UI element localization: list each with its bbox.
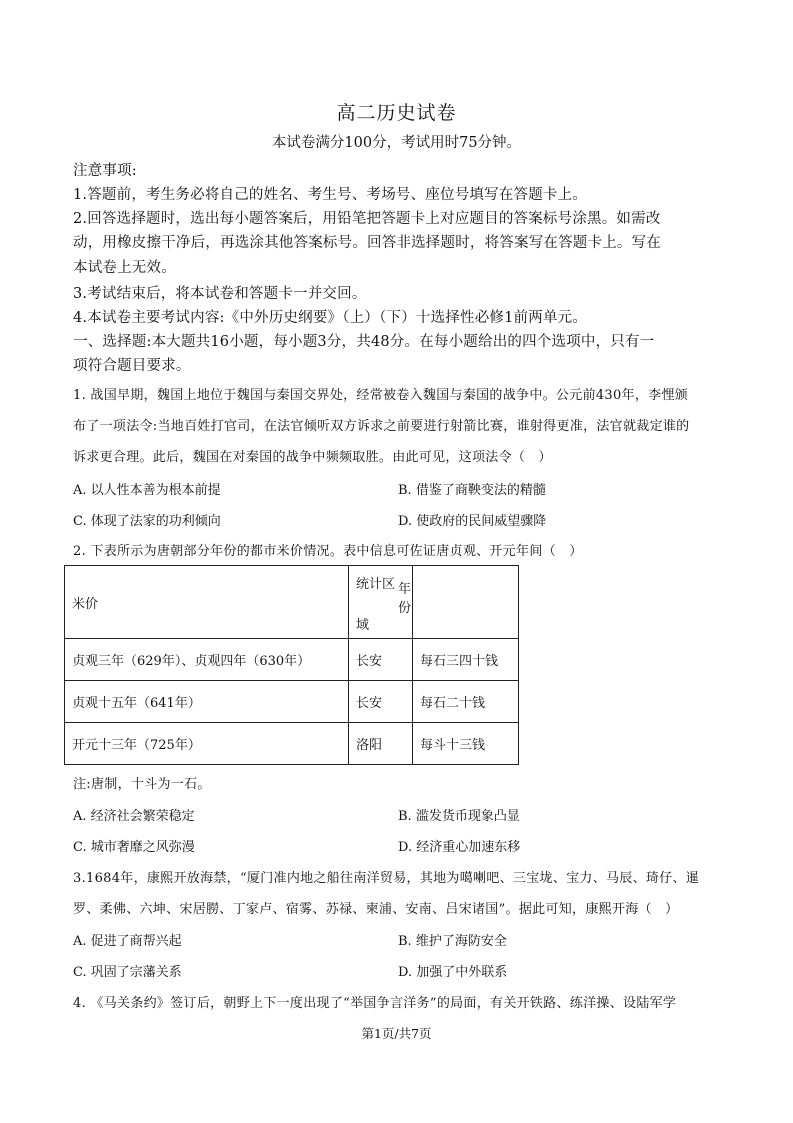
- header-year: 年份: [398, 582, 412, 616]
- exam-subtitle: 本试卷满分100分，考试用时75分钟。: [271, 135, 522, 151]
- header-rice-price: [65, 566, 349, 639]
- row-1-region: 长安: [349, 639, 413, 681]
- header-rice-price-label: 米价: [72, 596, 99, 612]
- question-3-line-1: 3.1684年，康熙开放海禁，“厦门准内地之船往南洋贸易，其地为噶喇吧、三宝垅、宝力、马辰、琦仔、暹: [73, 871, 700, 886]
- row-3-price: 每斗十三钱: [413, 723, 519, 765]
- question-1-line-2: 布了一项法令:当地百姓打官司，在法官倾听双方诉求之前要进行射箭比赛，谁射得更准，法官就裁定谁的: [73, 419, 690, 434]
- row-3-region: 洛阳: [349, 723, 413, 765]
- table-row: [65, 681, 519, 723]
- notice-item-2-line-2: 动，用橡皮擦干净后，再选涂其他答案标号。回答非选择题时，将答案写在答题卡上。写在: [73, 235, 661, 251]
- rice-price-table: [64, 565, 519, 765]
- notice-item-1: 1.答题前，考生务必将自己的姓名、考生号、考场号、座位号填写在答题卡上。: [73, 187, 588, 203]
- row-2-price: 每石二十钱: [413, 681, 519, 723]
- section-heading-line-2: 项符合题目要求。: [73, 358, 191, 374]
- question-1-line-1: 1. 战国早期，魏国上地位于魏国与秦国交界处，经常被卷入魏国与秦国的战争中。公元前430年，李悝颁: [73, 388, 689, 403]
- page-title: 高二历史试卷: [336, 102, 457, 124]
- header-region-line-1: 统计区: [356, 577, 396, 592]
- header-region: [349, 566, 413, 639]
- question-3-option-a: A. 促进了商帮兴起: [73, 934, 182, 949]
- question-1-line-3: 诉求更合理。此后，魏国在对秦国的战争中频频取胜。由此可见，这项法令（ ）: [73, 450, 552, 465]
- notice-heading: 注意事项:: [73, 163, 137, 179]
- question-3-line-2: 罗、柔佛、六坤、宋居朥、丁家卢、宿雾、苏禄、柬浦、安南、吕宋诸国”。据此可知，康熙开海（ ）: [73, 902, 679, 917]
- header-region-line-2: 域: [356, 618, 370, 633]
- question-4-line-1: 4. 《马关条约》签订后，朝野上下一度出现了“举国争言洋务”的局面，有关开铁路、练洋操、设陆军学: [73, 996, 677, 1011]
- question-2-option-d: D. 经济重心加速东移: [398, 840, 521, 855]
- row-1-period: 贞观三年（629年）、贞观四年（630年）: [65, 639, 349, 681]
- notice-item-4: 4.本试卷主要考试内容:《中外历史纲要》（上）（下）十选择性必修1前两单元。: [73, 310, 588, 326]
- table-header-row: [65, 566, 519, 639]
- question-1-option-c: C. 体现了法家的功利倾向: [73, 514, 221, 529]
- table-row: [65, 639, 519, 681]
- row-1-price: 每石三四十钱: [413, 639, 519, 681]
- notice-item-2-line-1: 2.回答选择题时，选出每小题答案后，用铅笔把答题卡上对应题目的答案标号涂黑。如需改: [73, 211, 661, 227]
- question-2-option-c: C. 城市奢靡之风弥漫: [73, 840, 195, 855]
- row-2-region: 长安: [349, 681, 413, 723]
- question-2-note: 注:唐制，十斗为一石。: [73, 777, 211, 792]
- question-3-option-d: D. 加强了中外联系: [398, 965, 508, 980]
- header-blank-cell: [413, 566, 519, 639]
- notice-item-2-line-3: 本试卷上无效。: [73, 260, 176, 276]
- page-number: 第1页/共7页: [361, 1026, 432, 1041]
- row-2-period: 贞观十五年（641年）: [65, 681, 349, 723]
- notice-item-3: 3.考试结束后，将本试卷和答题卡一并交回。: [73, 286, 367, 302]
- question-3-option-b: B. 维护了海防安全: [398, 934, 507, 949]
- question-3-option-c: C. 巩固了宗藩关系: [73, 965, 182, 980]
- question-1-option-a: A. 以人性本善为根本前提: [73, 483, 221, 498]
- table-row: [65, 723, 519, 765]
- question-1-option-b: B. 借鉴了商鞅变法的精髓: [398, 483, 546, 498]
- question-1-option-d: D. 使政府的民间威望骤降: [398, 514, 547, 529]
- row-3-period: 开元十三年（725年）: [65, 723, 349, 765]
- question-2-option-b: B. 滥发货币现象凸显: [398, 809, 520, 824]
- question-2-option-a: A. 经济社会繁荣稳定: [73, 809, 195, 824]
- section-heading-line-1: 一、选择题:本大题共16小题，每小题3分，共48分。在每小题给出的四个选项中，只有一: [73, 334, 655, 350]
- question-2-stem: 2. 下表所示为唐朝部分年份的都市米价情况。表中信息可佐证唐贞观、开元年间（ ）: [73, 544, 583, 559]
